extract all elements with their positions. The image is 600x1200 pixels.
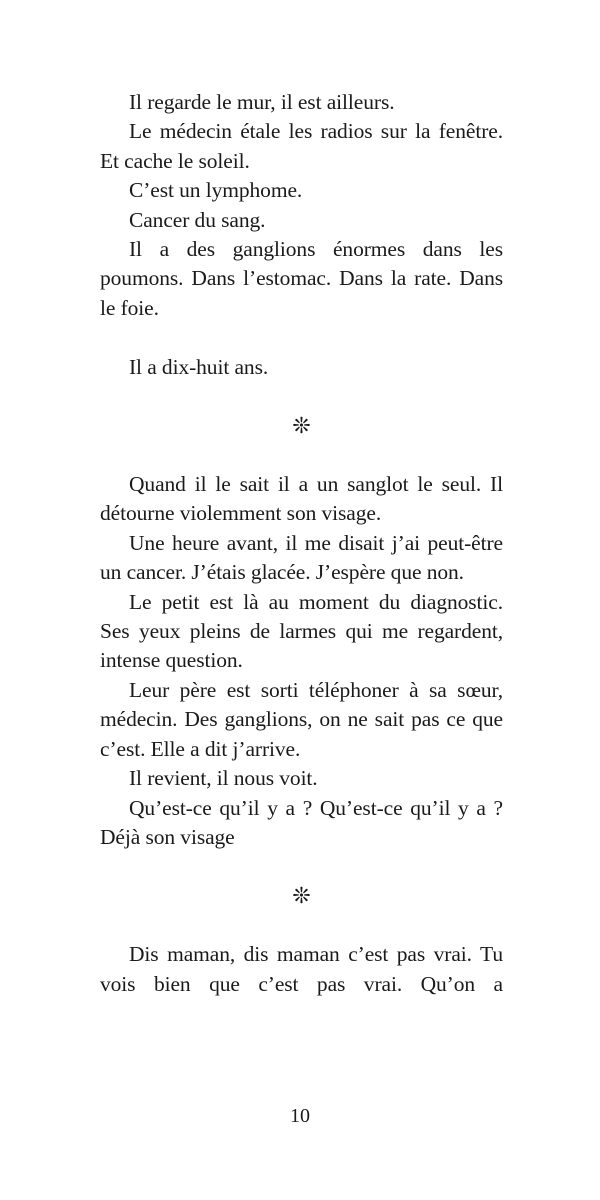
paragraph: Leur père est sorti téléphoner à sa sœur, médecin. Des ganglions, on ne sait pas ce que c’est. Elle a dit j’arrive. <box>100 677 503 761</box>
blank-line <box>100 323 503 352</box>
paragraph: C’est un lymphome. <box>129 178 303 203</box>
asterism-icon: ❊ <box>292 883 311 909</box>
paragraph: Le petit est là au moment du diagnostic. Ses yeux pleins de larmes qui me regardent, intense question. <box>100 589 503 673</box>
page-body <box>100 88 503 999</box>
paragraph: Dis maman, dis maman c’est pas vrai. Tu vois bien que c’est pas vrai. Qu’on a <box>100 942 503 996</box>
paragraph: Quand il le sait il a un sanglot le seul. Il détourne violemment son visage. <box>100 472 503 526</box>
paragraph: Une heure avant, il me disait j’ai peut-être un cancer. J’étais glacée. J’espère que non. <box>100 530 503 585</box>
page-number: 10 <box>290 1105 310 1127</box>
paragraph: Le médecin étale les radios sur la fenêtre. Et cache le soleil. <box>100 119 503 173</box>
section-separator <box>100 382 503 470</box>
section-separator <box>100 852 503 940</box>
paragraph: Il regarde le mur, il est ailleurs. <box>129 90 395 114</box>
paragraph: Il revient, il nous voit. <box>129 766 318 791</box>
paragraph: Qu’est-ce qu’il y a ? Qu’est-ce qu’il y a ? Déjà son visage <box>100 795 503 849</box>
paragraph: Cancer du sang. <box>129 207 266 232</box>
paragraph: Il a des ganglions énormes dans les poumons. Dans l’estomac. Dans la rate. Dans le foie. <box>100 237 503 320</box>
paragraph: Il a dix-huit ans. <box>129 354 269 379</box>
asterism-icon: ❊ <box>292 413 311 439</box>
